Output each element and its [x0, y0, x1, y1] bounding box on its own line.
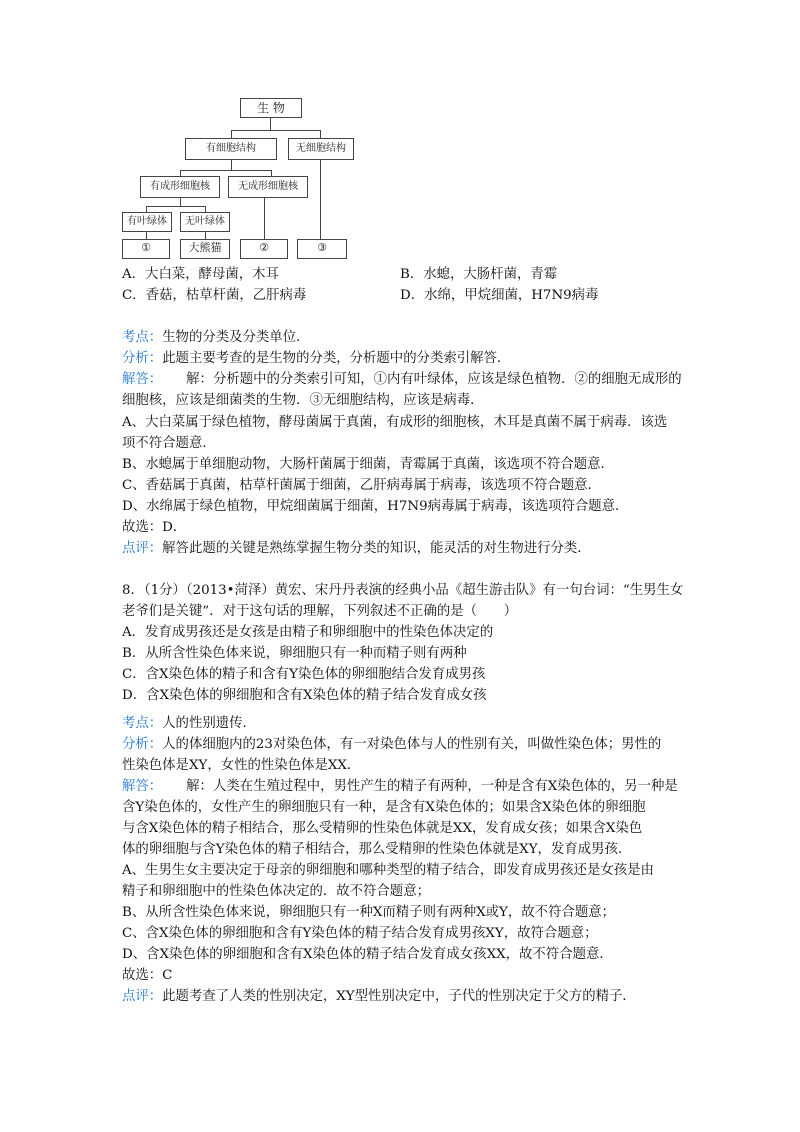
q7-analysis-tag: 分析：: [122, 351, 163, 366]
q7-option-a: A．大白菜，酵母菌，木耳: [122, 267, 279, 282]
diagram-leaf-1: ①: [122, 239, 170, 259]
q8-knowledge-point: [122, 714, 256, 734]
q7-explain-a-1: A、大白菜属于绿色植物，酵母菌属于真菌，有成形的细胞核，木耳是真菌不属于病毒．该选: [122, 415, 668, 430]
q8-explain-b: B、从所含性染色体来说，卵细胞只有一种X而精子则有两种X或Y，故不符合题意；: [122, 905, 616, 920]
q7-explain-b: B、水螅属于单细胞动物，大肠杆菌属于细菌，青霉属于真菌，该选项不符合题意．: [122, 457, 614, 472]
q8-analysis-line-2: 性染色体是XY，女性的性染色体是XX．: [122, 758, 361, 773]
q7-explain-d: D、水绵属于绿色植物，甲烷细菌属于细菌，H7N9病毒属于病毒，该选项符合题意．: [122, 499, 629, 514]
q8-answer: 故选：C: [122, 968, 173, 983]
q8-explain-a-2: 精子和卵细胞中的性染色体决定的．故不符合题意；: [122, 884, 430, 899]
q8-comment: [122, 987, 636, 1007]
diagram-leaf-2: ②: [240, 239, 288, 259]
q8-option-c: C．含X染色体的精子和含有Y染色体的卵细胞结合发育成男孩: [122, 667, 486, 682]
q7-option-b: B．水螅，大肠杆菌，青霉: [400, 267, 558, 282]
q8-solution-tag: 解答：: [122, 779, 163, 794]
q8-knowledge-text: 人的性别遗传．: [162, 716, 256, 731]
q8-analysis-line-1: 人的体细胞内的23对染色体，有一对染色体与人的性别有关，叫做性染色体；男性的: [162, 737, 662, 752]
q8-analysis: [122, 735, 661, 755]
q7-solution-line-1: 解：分析题中的分类索引可知，①内有叶绿体，应该是绿色植物．②的细胞无成形的: [186, 372, 682, 387]
q8-analysis-tag: 分析：: [122, 737, 163, 752]
q7-option-c: C．香菇，枯草杆菌，乙肝病毒: [122, 288, 307, 303]
q8-option-d: D．含X染色体的卵细胞和含有X染色体的精子结合发育成女孩: [122, 688, 487, 703]
q7-analysis: [122, 349, 510, 369]
q8-explain-d: D、含X染色体的卵细胞和含有X染色体的精子结合发育成女孩XX，故不符合题意．: [122, 947, 613, 962]
diagram-no-nucleus: 无成形细胞核: [228, 176, 308, 198]
q7-solution-line-2: 细胞核，应该是细菌类的生物．③无细胞结构，应该是病毒．: [122, 393, 484, 408]
q7-answer: 故选：D．: [122, 520, 187, 535]
q7-knowledge-tag: 考点：: [122, 330, 163, 345]
q7-option-d: D．水绵，甲烷细菌，H7N9病毒: [400, 288, 599, 303]
q7-knowledge-text: 生物的分类及分类单位．: [162, 330, 310, 345]
q8-stem-line-2: 老爷们是关键”．对于这句话的理解，下列叙述不正确的是（ ）: [122, 604, 518, 619]
diagram-leaf-3: ③: [297, 239, 347, 259]
diagram-has-nucleus: 有成形细胞核: [140, 176, 220, 198]
q7-explain-a-2: 项不符合题意．: [122, 436, 216, 451]
q7-comment: [122, 539, 591, 559]
diagram-leaf-panda: 大熊猫: [180, 239, 230, 259]
q7-knowledge-point: [122, 328, 309, 348]
diagram-has-chloroplast: 有叶绿体: [122, 212, 172, 232]
q8-option-a: A．发育成男孩还是女孩是由精子和卵细胞中的性染色体决定的: [122, 625, 494, 640]
q8-solution-line-2: 含Y染色体的，女性产生的卵细胞只有一种，是含有X染色体的；如果含X染色体的卵细胞: [122, 800, 646, 815]
q8-solution-line-3: 与含X染色体的精子相结合，那么受精卵的性染色体就是XX，发育成女孩；如果含X染色: [122, 821, 643, 836]
q7-analysis-text: 此题主要考查的是生物的分类，分析题中的分类索引解答．: [162, 351, 511, 366]
q7-solution-tag: 解答：: [122, 372, 163, 387]
q8-solution-line-1: 解：人类在生殖过程中，男性产生的精子有两种，一种是含有X染色体的，另一种是: [186, 779, 678, 794]
diagram-no-chloroplast: 无叶绿体: [180, 212, 230, 232]
q7-solution: [122, 370, 682, 390]
q7-explain-c: C、香菇属于真菌，枯草杆菌属于细菌，乙肝病毒属于病毒，该选项不符合题意．: [122, 478, 601, 493]
q8-explain-a-1: A、生男生女主要决定于母亲的卵细胞和哪种类型的精子结合，即发育成男孩还是女孩是由: [122, 863, 654, 878]
diagram-root: 生 物: [240, 98, 302, 118]
q8-knowledge-tag: 考点：: [122, 716, 163, 731]
diagram-no-cell: 无细胞结构: [288, 138, 354, 160]
q7-comment-tag: 点评：: [122, 541, 163, 556]
q8-comment-tag: 点评：: [122, 989, 163, 1004]
diagram-has-cell: 有细胞结构: [185, 138, 277, 160]
q8-solution-line-4: 体的卵细胞与含Y染色体的精子相结合，那么受精卵的性染色体就是XY，发育成男孩．: [122, 842, 632, 857]
q8-comment-text: 此题考查了人类的性别决定，XY型性别决定中，子代的性别决定于父方的精子．: [162, 989, 636, 1004]
q7-comment-text: 解答此题的关键是熟练掌握生物分类的知识，能灵活的对生物进行分类．: [162, 541, 591, 556]
q8-solution: [122, 777, 678, 797]
q8-stem-line-1: 8．（1分）（2013•菏泽）黄宏、宋丹丹表演的经典小品《超生游击队》有一句台词：“生男生女: [122, 583, 684, 598]
q8-option-b: B．从所含性染色体来说，卵细胞只有一种而精子则有两种: [122, 646, 467, 661]
q8-explain-c: C、含X染色体的卵细胞和含有Y染色体的精子结合发育成男孩XY，故符合题意；: [122, 926, 598, 941]
